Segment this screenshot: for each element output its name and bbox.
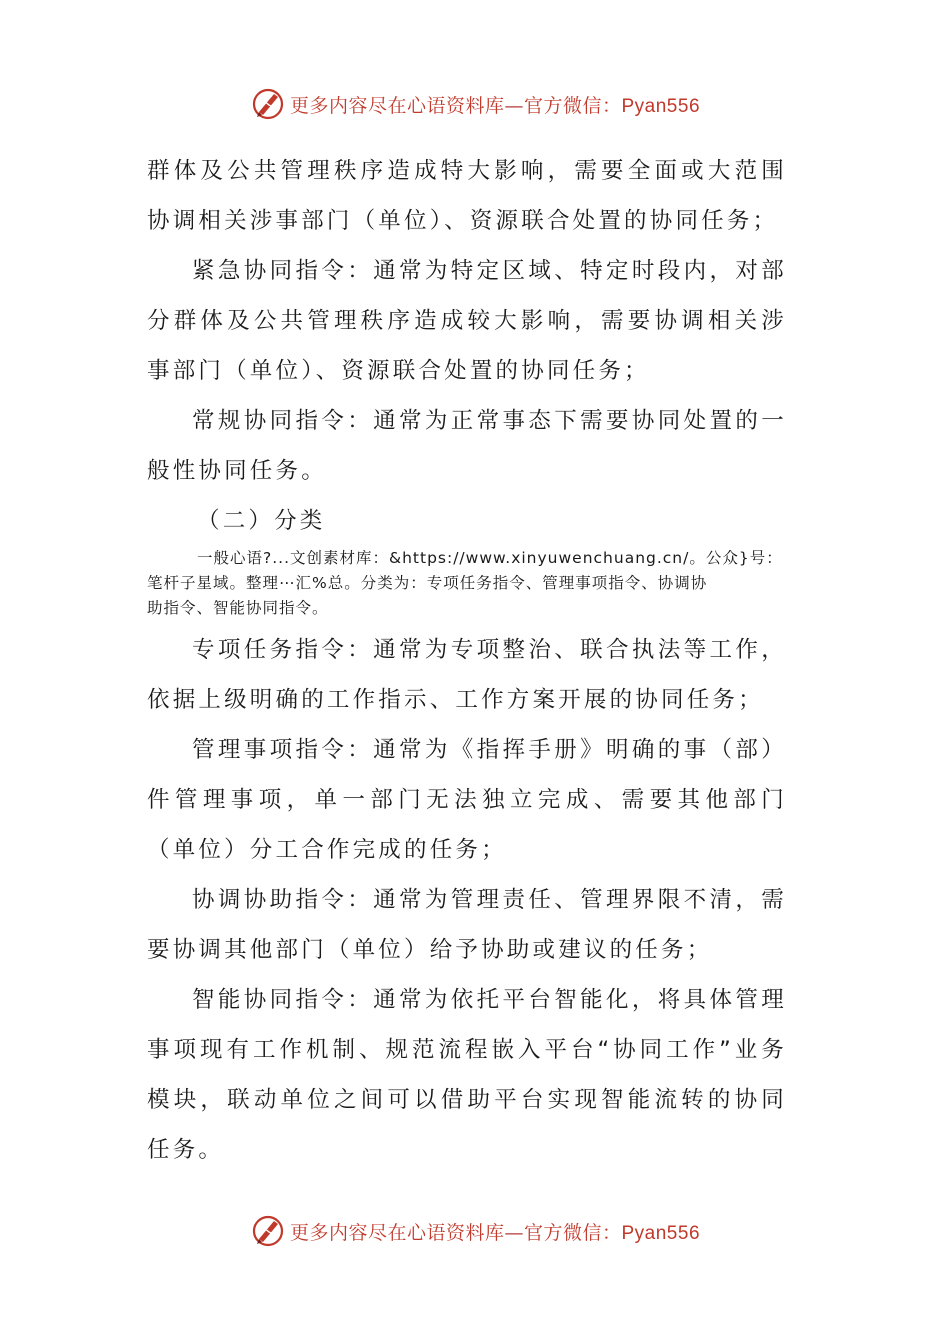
banner-brand: 更多内容尽在心语资料库	[289, 94, 505, 117]
note-line-3: 助指令、智能协同指令。	[147, 599, 329, 617]
pen-logo-icon	[250, 86, 286, 122]
footer-banner	[0, 1211, 950, 1251]
banner-contact: 官方微信：Pyan556	[524, 95, 701, 117]
banner-text	[290, 91, 700, 118]
paragraph-urgent: 紧急协同指令：通常为特定区域、特定时段内，对部分群体及公共管理秩序造成较大影响，需要协调相关涉事部门（单位）、资源联合处置的协同任务；	[147, 258, 787, 384]
document-body	[147, 146, 787, 1175]
watermark-note	[147, 546, 797, 625]
paragraph-routine: 常规协同指令：通常为正常事态下需要协同处置的一般性协同任务。	[147, 408, 787, 484]
paragraph-intelligent: 智能协同指令：通常为依托平台智能化，将具体管理事项现有工作机制、规范流程嵌入平台“协同工作”业务模块，联动单位之间可以借助平台实现智能流转的协同任务。	[147, 987, 787, 1163]
section-heading: （二）分类	[197, 508, 326, 534]
banner-brand: 更多内容尽在心语资料库	[289, 1221, 505, 1244]
banner-text	[290, 1218, 700, 1245]
header-banner	[0, 84, 950, 124]
note-line-1: 一般心语?...文创素材库：&https://www.xinyuwenchuang.cn/。公众}号：	[197, 549, 783, 567]
paragraph-1: 群体及公共管理秩序造成特大影响，需要全面或大范围协调相关涉事部门（单位）、资源联合处置的协同任务；	[147, 158, 787, 234]
paragraph-management: 管理事项指令：通常为《指挥手册》明确的事（部）件管理事项，单一部门无法独立完成、需要其他部门（单位）分工合作完成的任务；	[147, 737, 787, 863]
banner-contact: 官方微信：Pyan556	[524, 1222, 701, 1244]
pen-logo-icon	[250, 1213, 286, 1249]
banner-dash: —	[504, 94, 524, 117]
banner-dash: —	[504, 1221, 524, 1244]
note-line-2: 笔杆子星域。整理⋯汇%总。分类为：专项任务指令、管理事项指令、协调协	[147, 574, 708, 592]
paragraph-coordination: 协调协助指令：通常为管理责任、管理界限不清，需要协调其他部门（单位）给予协助或建议的任务；	[147, 887, 787, 963]
paragraph-special-task: 专项任务指令：通常为专项整治、联合执法等工作，依据上级明确的工作指示、工作方案开展的协同任务；	[147, 637, 787, 713]
